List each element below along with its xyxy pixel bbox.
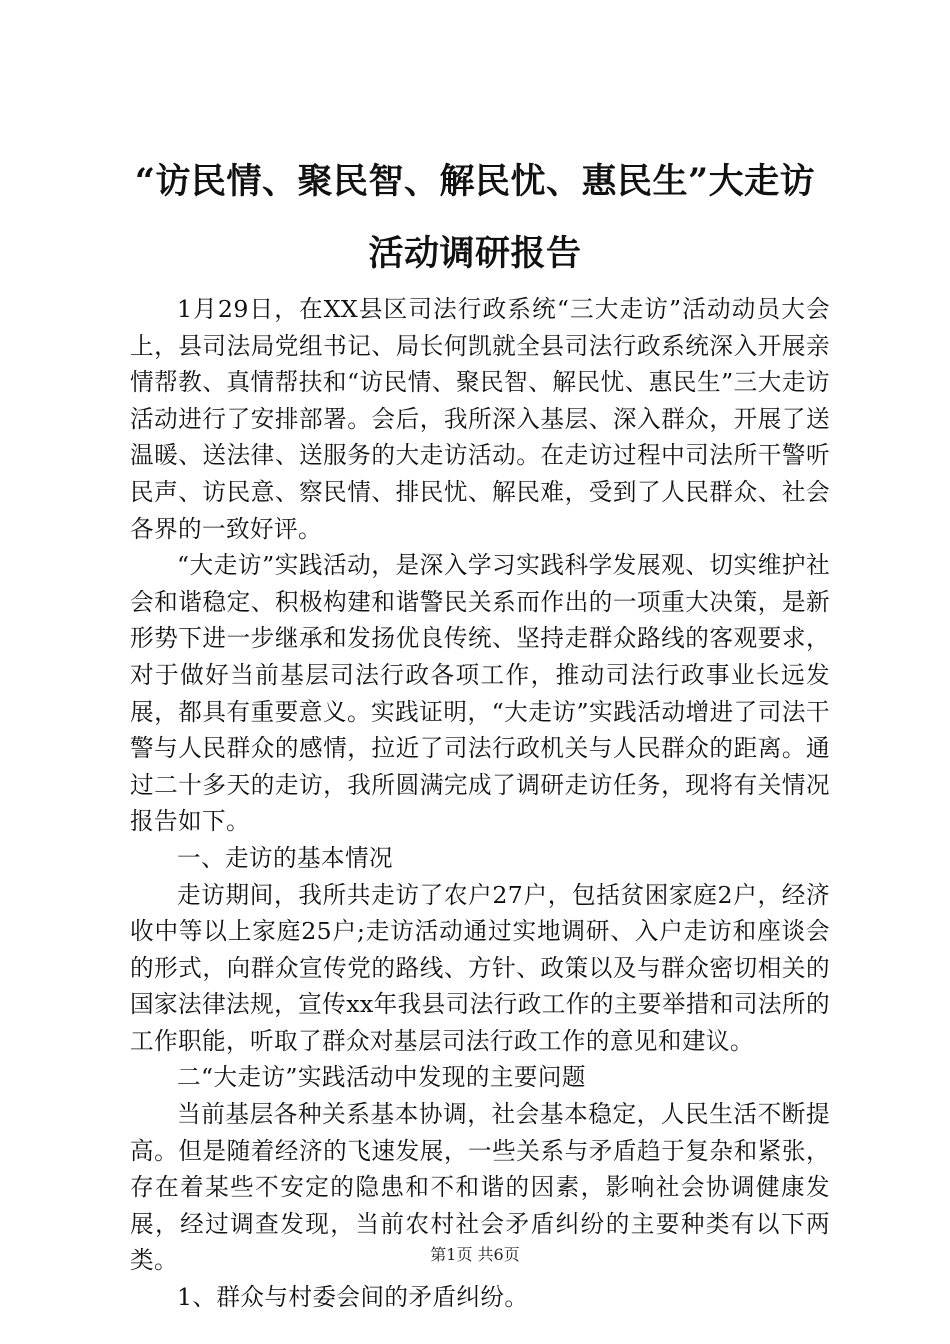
section-heading-main-problems: 二“大走访”实践活动中发现的主要问题 xyxy=(177,1063,586,1092)
subsection-heading-village-disputes: 1、群众与村委会间的矛盾纠纷。 xyxy=(177,1283,529,1312)
section-heading-basic-situation: 一、走访的基本情况 xyxy=(177,843,393,872)
paragraph-intro: 1月29日，在XX县区司法行政系统“三大走访”活动动员大会上，县司法局党组书记、局长何凯就全县司法行政系统深入开展亲情帮教、真情帮扶和“访民情、聚民智、解民忧、惠民生”三大走访活动进行了安排部署。会后，我所深入基层、深入群众，开展了送温暖、送法律、送服务的大走访活动。在走访过程中司法所干警听民声、访民意、察民情、排民忧、解民难，受到了人民群众、社会各界的一致好评。 xyxy=(130,295,830,543)
paragraph-main-problems: 当前基层各种关系基本协调，社会基本稳定，人民生活不断提高。但是随着经济的飞速发展，一些关系与矛盾趋于复杂和紧张，存在着某些不安定的隐患和不和谐的因素，影响社会协调健康发展，经过调查发现，当前农村社会矛盾纠纷的主要种类有以下两类。 xyxy=(130,1100,830,1275)
page-footer xyxy=(0,1244,950,1266)
page-number-indicator: 第1页 共6页 xyxy=(430,1245,520,1264)
paragraph-basic-situation: 走访期间，我所共走访了农户27户，包括贫困家庭2户，经济收中等以上家庭25户;走访活动通过实地调研、入户走访和座谈会的形式，向群众宣传党的路线、方针、政策以及与群众密切相关的国家法律法规，宣传xx年我县司法行政工作的主要举措和司法所的工作职能，听取了群众对基层司法行政工作的意见和建议。 xyxy=(130,880,830,1055)
document-title-line-2: 活动调研报告 xyxy=(368,233,582,274)
document-body xyxy=(130,291,830,1316)
paragraph-significance: “大走访”实践活动，是深入学习实践科学发展观、切实维护社会和谐稳定、积极构建和谐警民关系而作出的一项重大决策，是新形势下进一步继承和发扬优良传统、坚持走群众路线的客观要求，对于做好当前基层司法行政各项工作，推动司法行政事业长远发展，都具有重要意义。实践证明，“大走访”实践活动增进了司法干警与人民群众的感情，拉近了司法行政机关与人民群众的距离。通过二十多天的走访，我所圆满完成了调研走访任务，现将有关情况报告如下。 xyxy=(130,551,830,836)
document-title-line-1: “访民情、聚民智、解民忧、惠民生”大走访 xyxy=(134,161,816,202)
